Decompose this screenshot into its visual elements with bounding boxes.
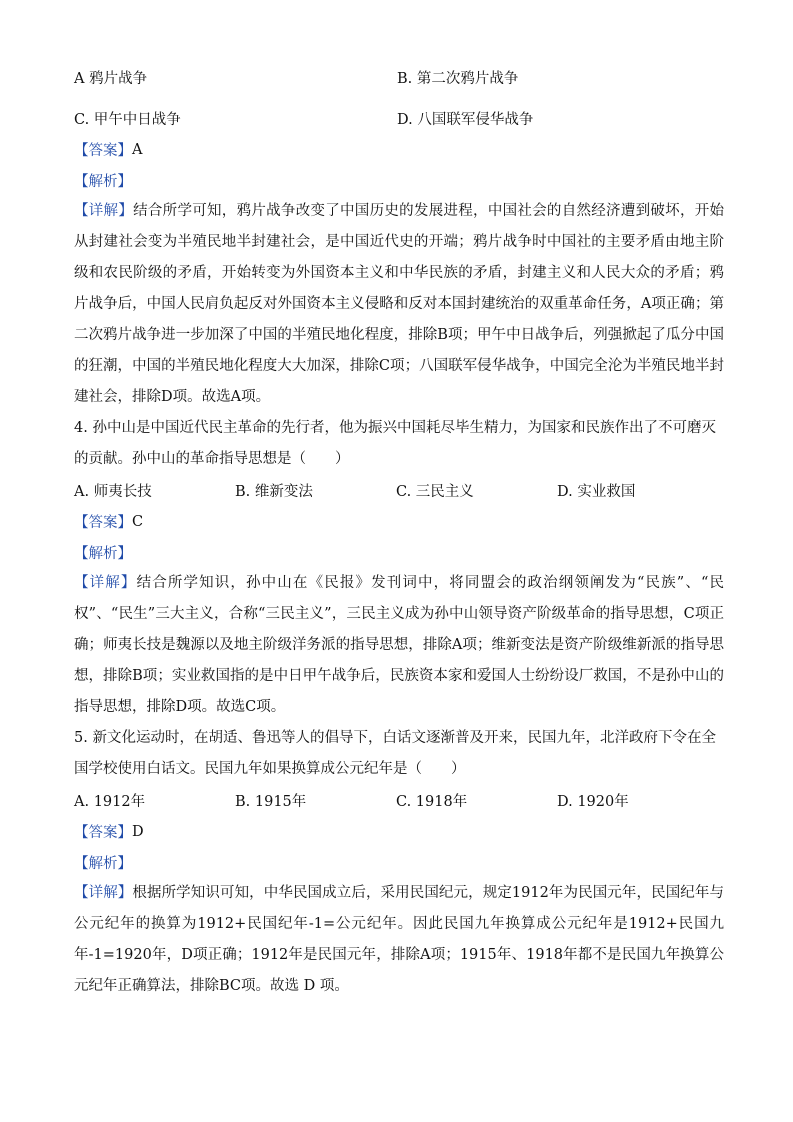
detail-tag: 【详解】 [74, 575, 137, 591]
answer-tag: 【答案】 [74, 515, 132, 531]
q4-options-row [74, 475, 724, 506]
q4-stem: 4. 孙中山是中国近代民主革命的先行者，他为振兴中国耗尽毕生精力，为国家和民族作出了不可磨灭的贡献。孙中山的革命指导思想是（ ） [74, 420, 716, 467]
analysis-tag: 【解析】 [74, 546, 132, 562]
q5-stem: 5. 新文化运动时，在胡适、鲁迅等人的倡导下，白话文逐渐普及开来，民国九年，北洋政府下令在全国学校使用白话文。民国九年如果换算成公元纪年是（ ） [74, 730, 716, 777]
q5-option-b: B. 1915年 [235, 794, 307, 810]
answer-tag: 【答案】 [74, 143, 132, 159]
analysis-tag: 【解析】 [74, 856, 132, 872]
q5-analysis [74, 847, 724, 878]
detail-tag: 【详解】 [74, 203, 134, 219]
q5-option-d: D. 1920年 [557, 794, 629, 810]
q3-detail [74, 196, 724, 413]
q3-answer [74, 134, 724, 165]
q4-answer [74, 506, 724, 537]
q4-option-c: C. 三民主义 [396, 484, 474, 500]
detail-text: 根据所学知识可知，中华民国成立后，采用民国纪元，规定1912年为民国元年，民国纪年与公元纪年的换算为1912+民国纪年-1=公元纪年。因此民国九年换算成公元纪年是1912+民国九年-1=1920年，D项正确；1912年是民国元年，排除A项；1915年、1918年都不是民国九年换算公元纪年正确算法，排除BC项。故选 D 项。 [74, 885, 724, 994]
analysis-tag: 【解析】 [74, 174, 132, 190]
detail-text: 结合所学知识，孙中山在《民报》发刊词中，将同盟会的政治纲领阐发为“民族”、“民权”、“民生”三大主义，合称“三民主义”，三民主义成为孙中山领导资产阶级革命的指导思想，C项正确；师夷长技是魏源以及地主阶级洋务派的指导思想，排除A项；维新变法是资产阶级维新派的指导思想，排除B项；实业救国指的是中日甲午战争后，民族资本家和爱国人士纷纷设厂救国，不是孙中山的指导思想，排除D项。故选C项。 [74, 575, 725, 715]
answer-value: D [132, 823, 144, 840]
q3-option-c: C. 甲午中日战争 [74, 112, 181, 128]
q3-options-row-2 [74, 103, 724, 134]
detail-tag: 【详解】 [74, 885, 133, 901]
q4-option-a: A. 师夷长技 [74, 484, 152, 500]
q4-detail [74, 568, 724, 723]
answer-value: A [132, 141, 143, 158]
q4-analysis [74, 537, 724, 568]
q4-option-b: B. 维新变法 [235, 484, 313, 500]
q5-answer [74, 816, 724, 847]
q3-option-d: D. 八国联军侵华战争 [397, 112, 534, 128]
q3-analysis [74, 165, 724, 196]
q5-detail [74, 878, 724, 1002]
answer-tag: 【答案】 [74, 825, 132, 841]
answer-value: C [132, 513, 144, 530]
exam-page [74, 62, 724, 1002]
q3-option-a: A 鸦片战争 [74, 71, 148, 87]
q5-option-c: C. 1918年 [396, 794, 468, 810]
q3-options-row-1 [74, 62, 724, 93]
q3-option-b: B. 第二次鸦片战争 [397, 71, 519, 87]
q4-option-d: D. 实业救国 [557, 484, 636, 500]
detail-text: 结合所学可知，鸦片战争改变了中国历史的发展进程，中国社会的自然经济遭到破坏，开始从封建社会变为半殖民地半封建社会，是中国近代史的开端；鸦片战争时中国社的主要矛盾由地主阶级和农民阶级的矛盾，开始转变为外国资本主义和中华民族的矛盾，封建主义和人民大众的矛盾；鸦片战争后，中国人民肩负起反对外国资本主义侵略和反对本国封建统治的双重革命任务，A项正确；第二次鸦片战争进一步加深了中国的半殖民地化程度，排除B项；甲午中日战争后，列强掀起了瓜分中国的狂潮，中国的半殖民地化程度大大加深，排除C项；八国联军侵华战争，中国完全沦为半殖民地半封建社会，排除D项。故选A项。 [74, 203, 725, 405]
q5-options-row [74, 785, 724, 816]
q5-option-a: A. 1912年 [74, 794, 146, 810]
